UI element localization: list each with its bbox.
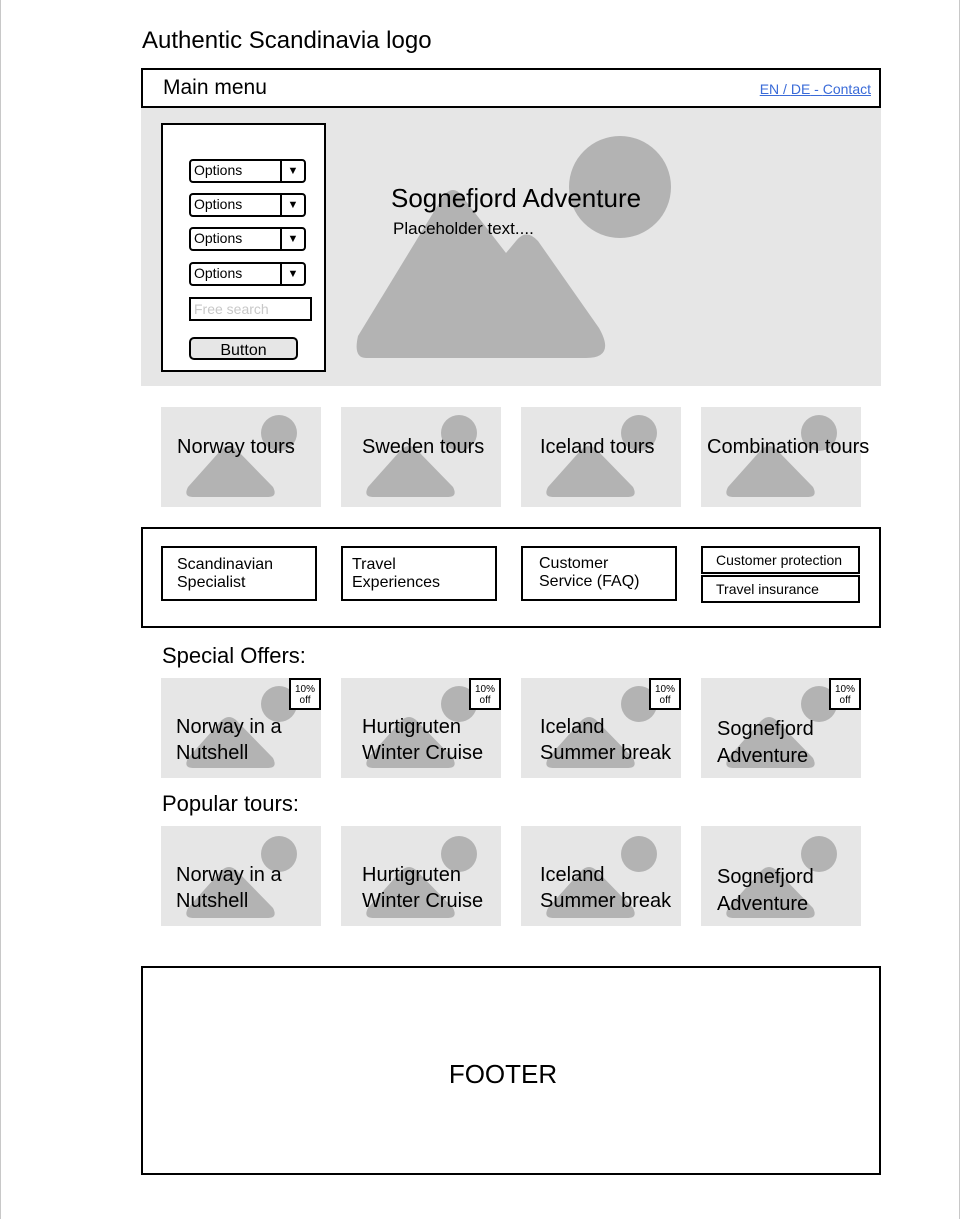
footer-label: FOOTER [448,1059,558,1089]
offer-label [717,716,814,770]
filter-select-value: Options [194,230,243,246]
category-label: Sweden tours [362,436,485,458]
tour-label-line: Sognefjord [717,866,814,888]
offer-label-line: Hurtigruten [362,716,461,738]
page-edge-right [959,0,960,1219]
site-logo[interactable]: Authentic Scandinavia logo [142,27,432,54]
category-tile-norway[interactable] [161,407,321,507]
offer-label-line: Sognefjord [717,718,814,740]
scandinavian-specialist-link[interactable] [161,546,317,601]
offer-label-line: Summer break [540,742,672,764]
page-edge-left [0,0,1,1219]
free-search-input[interactable] [189,297,312,321]
filter-select-value: Options [194,162,243,178]
tour-label-line: Adventure [717,893,809,915]
search-button[interactable]: Button [189,337,298,360]
discount-badge [289,678,321,710]
info-link-line: Scandinavian [177,556,274,573]
popular-tour-tile[interactable] [701,826,861,926]
tour-label [540,862,671,914]
category-label: Norway tours [177,436,295,458]
offer-label-line: Nutshell [176,742,249,764]
special-offers-heading: Special Offers: [162,643,306,668]
tour-label-line: Summer break [540,890,672,912]
discount-badge [469,678,501,710]
hero-text: Placeholder text.... [393,219,534,238]
tour-label-line: Iceland [540,864,605,886]
badge-line: off [299,695,311,706]
info-link-line: Service (FAQ) [539,573,640,590]
category-tile-combination[interactable] [701,407,870,507]
filter-select-value: Options [194,265,243,281]
info-link-line: Travel [352,556,396,573]
popular-tours-heading: Popular tours: [162,791,299,816]
offer-label-line: Adventure [717,745,809,767]
main-menu[interactable]: Main menu [163,76,267,99]
link-separator: / [779,81,791,97]
filter-select-2[interactable] [189,193,306,217]
offer-label-line: Iceland [540,716,605,738]
hero-banner [141,108,881,386]
badge-line: 10% [834,684,855,695]
badge-line: 10% [294,684,315,695]
info-links-strip [141,527,881,628]
tour-search-panel [161,123,326,372]
hero-title: Sognefjord Adventure [391,183,642,213]
contact-link[interactable]: Contact [822,81,871,97]
category-tile-sweden[interactable] [341,407,501,507]
badge-line: 10% [474,684,495,695]
tour-label-line: Winter Cruise [362,890,484,912]
offer-label-line: Winter Cruise [362,742,484,764]
language-contact-links [760,81,871,97]
tour-label-line: Hurtigruten [362,864,461,886]
filter-select-1[interactable] [189,159,306,183]
offer-tile[interactable] [701,678,861,778]
category-tile-iceland[interactable] [521,407,681,507]
offer-label [362,714,483,766]
dropdown-arrow-icon: ▼ [280,195,304,215]
offer-label-line: Norway in a [176,716,282,738]
info-link-line: Specialist [177,574,246,591]
tour-label [717,864,814,918]
tour-label [362,862,483,914]
badge-line: 10% [654,684,675,695]
offer-tile[interactable] [161,678,321,778]
discount-badge [829,678,861,710]
category-label: Iceland tours [540,436,655,458]
link-separator: - [810,81,823,97]
category-label: Combination tours [707,436,870,458]
badge-line: off [479,695,491,706]
popular-tour-tile[interactable] [521,826,681,926]
info-link-line: Experiences [352,574,441,591]
dropdown-arrow-icon: ▼ [280,161,304,181]
footer [141,966,881,1175]
dropdown-arrow-icon: ▼ [280,229,304,249]
offer-tile[interactable] [341,678,501,778]
customer-protection-link[interactable]: Customer protection [701,546,860,574]
offer-label [540,714,671,766]
tour-label-line: Nutshell [176,890,249,912]
discount-badge [649,678,681,710]
travel-insurance-link[interactable]: Travel insurance [701,575,860,603]
popular-tour-tile[interactable] [161,826,321,926]
offer-tile[interactable] [521,678,681,778]
tour-label [176,862,282,914]
main-menu-bar [141,68,881,108]
filter-select-4[interactable] [189,262,306,286]
lang-en-link[interactable]: EN [759,81,780,97]
tour-label-line: Norway in a [176,864,282,886]
dropdown-arrow-icon: ▼ [280,264,304,284]
filter-select-3[interactable] [189,227,306,251]
popular-tour-tile[interactable] [341,826,501,926]
info-link-line: Customer [539,555,609,572]
travel-experiences-link[interactable] [341,546,497,601]
offer-label [176,714,282,766]
badge-line: off [659,695,671,706]
filter-select-value: Options [194,196,243,212]
badge-line: off [839,695,851,706]
lang-de-link[interactable]: DE [790,81,811,97]
customer-service-faq-link[interactable] [521,546,677,601]
